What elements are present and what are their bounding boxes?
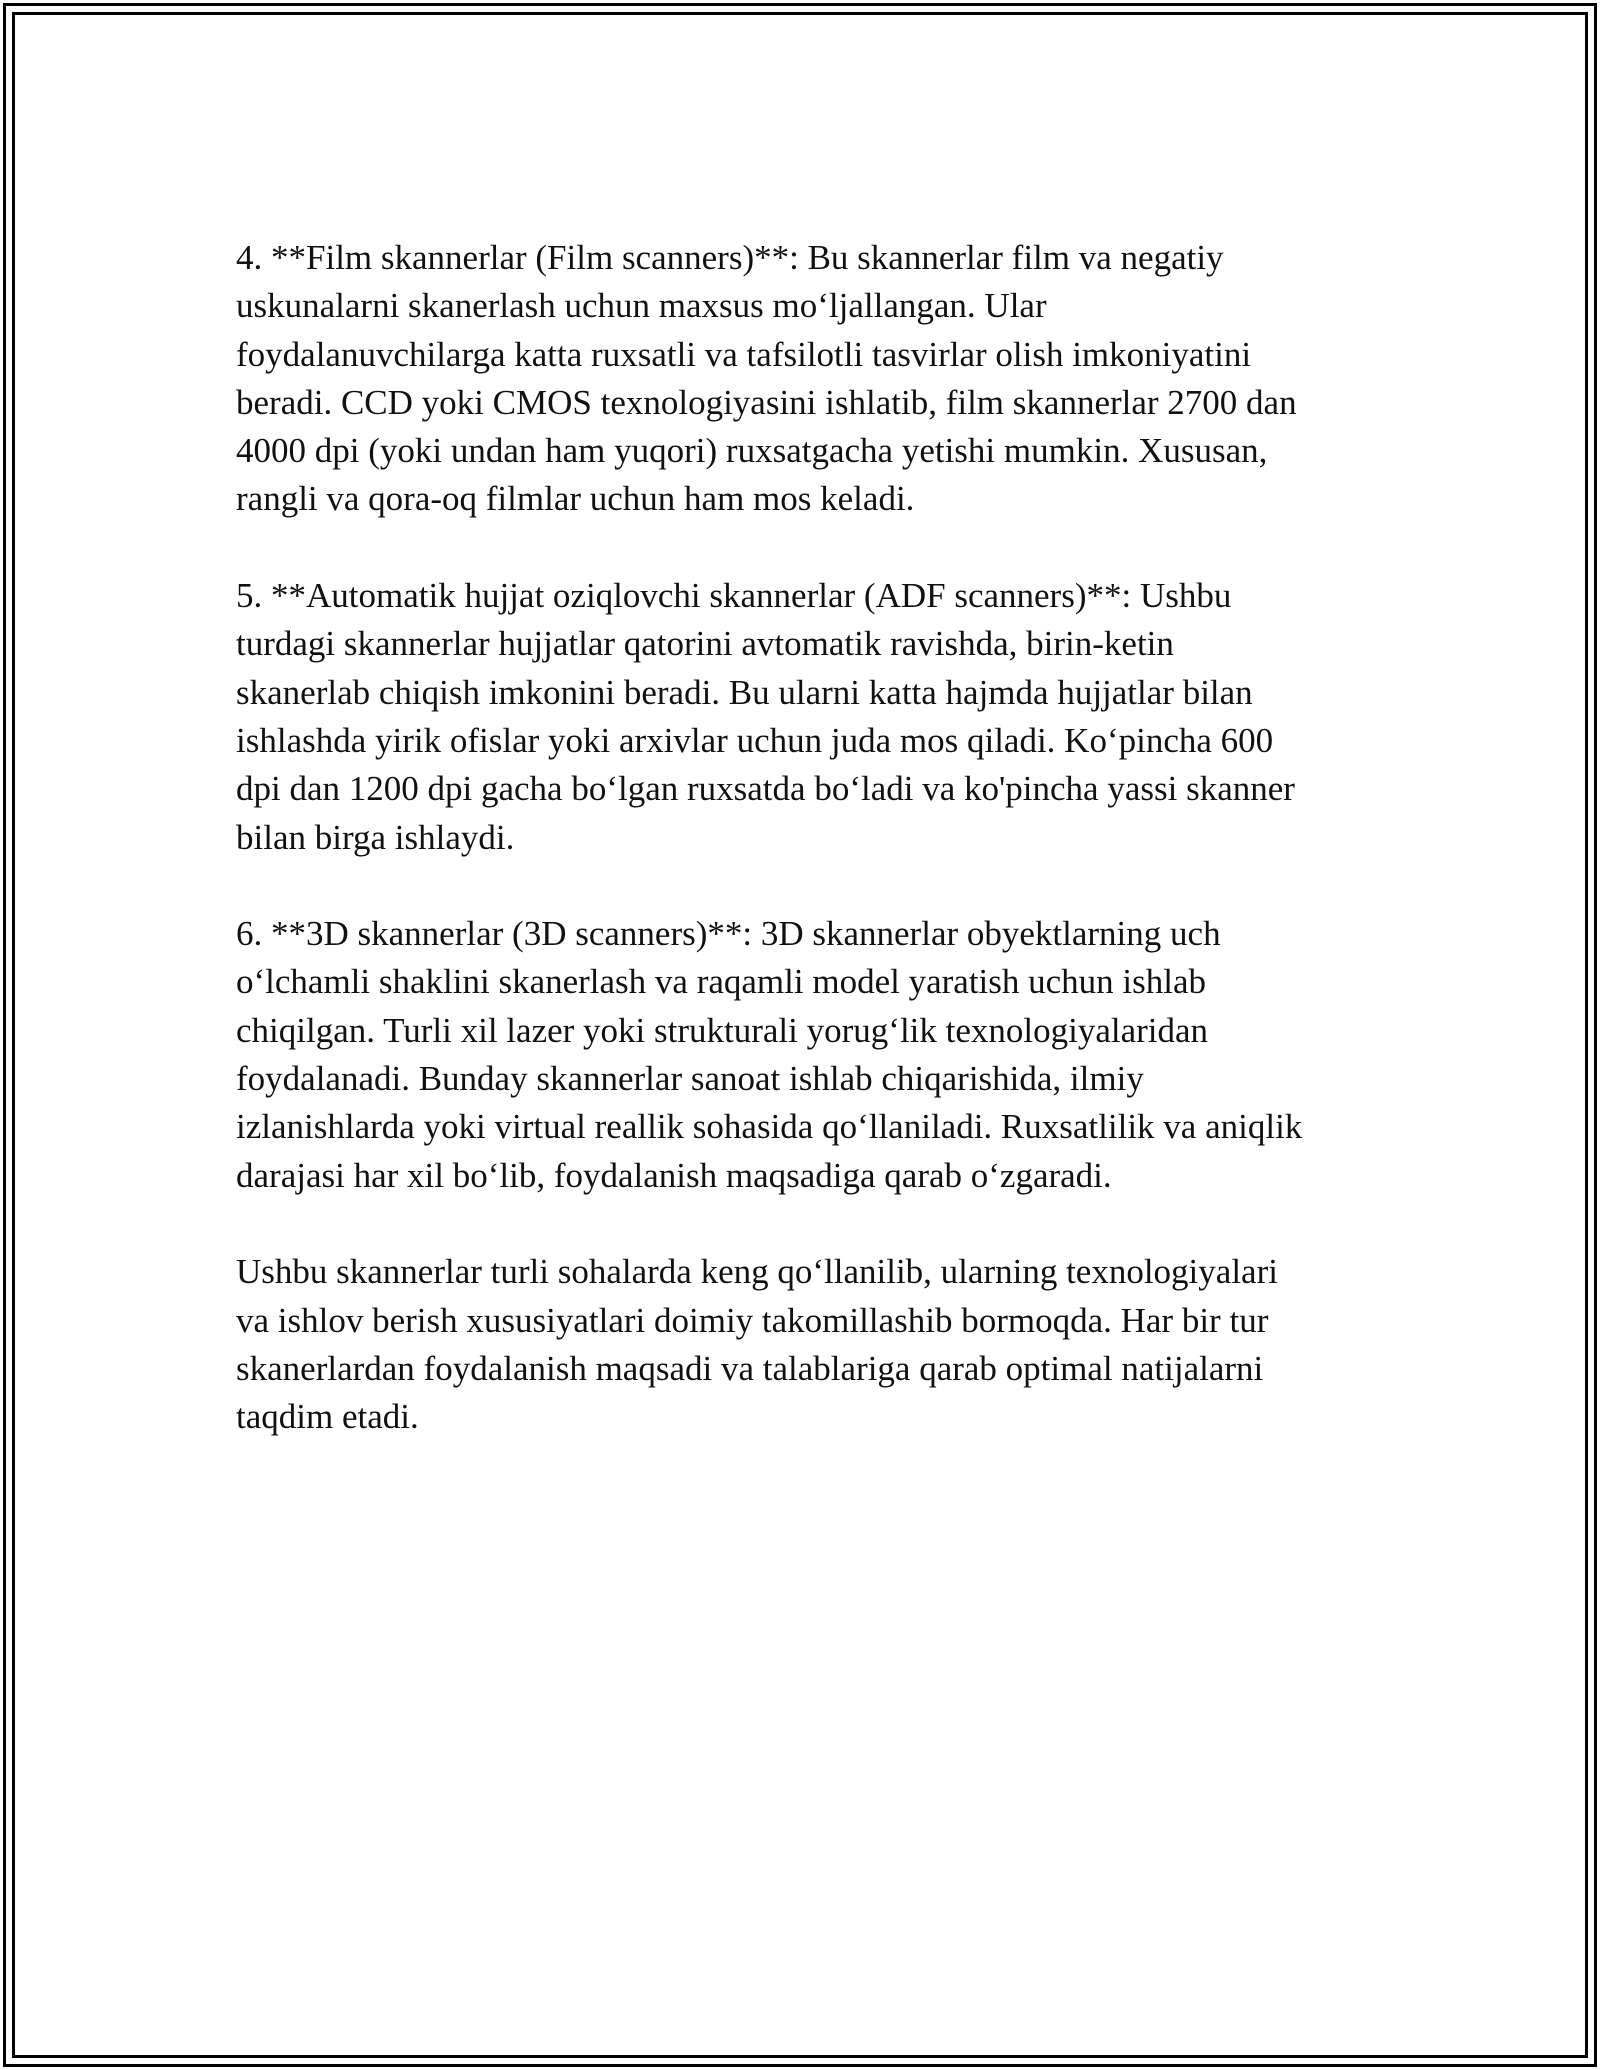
- document-body: [236, 234, 1366, 1490]
- text-line: izlanishlarda yoki virtual reallik sohasida qo‘llaniladi. Ruxsatlilik va aniqlik: [236, 1107, 1303, 1147]
- text-line: 6. **3D skannerlar (3D scanners)**: 3D skannerlar obyektlarning uch: [236, 914, 1221, 954]
- text-line: Ushbu skannerlar turli sohalarda keng qo‘llanilib, ularning texnologiyalari: [236, 1252, 1278, 1292]
- text-line: uskunalarni skanerlash uchun maxsus mo‘ljallangan. Ular: [236, 286, 1047, 326]
- text-line: bilan birga ishlaydi.: [236, 817, 515, 857]
- text-line: skanerlardan foydalanish maqsadi va talablariga qarab optimal natijalarni: [236, 1348, 1264, 1388]
- text-line: va ishlov berish xususiyatlari doimiy takomillashib bormoqda. Har bir tur: [236, 1300, 1269, 1340]
- paragraph-3d-scanners: [236, 910, 1366, 1200]
- text-line: chiqilgan. Turli xil lazer yoki strukturali yorug‘lik texnologiyalaridan: [236, 1010, 1209, 1050]
- text-line: 4000 dpi (yoki undan ham yuqori) ruxsatgacha yetishi mumkin. Xususan,: [236, 431, 1268, 471]
- text-line: foydalanadi. Bunday skannerlar sanoat ishlab chiqarishida, ilmiy: [236, 1059, 1144, 1099]
- text-line: skanerlab chiqish imkonini beradi. Bu ularni katta hajmda hujjatlar bilan: [236, 672, 1253, 712]
- text-line: dpi dan 1200 dpi gacha bo‘lgan ruxsatda bo‘ladi va ko'pincha yassi skanner: [236, 769, 1295, 809]
- paragraph-film-scanners: [236, 234, 1366, 524]
- text-line: darajasi har xil bo‘lib, foydalanish maqsadiga qarab o‘zgaradi.: [236, 1155, 1112, 1195]
- text-line: ishlashda yirik ofislar yoki arxivlar uchun juda mos qiladi. Ko‘pincha 600: [236, 720, 1274, 760]
- text-line: 4. **Film skannerlar (Film scanners)**: Bu skannerlar film va negatiy: [236, 238, 1224, 277]
- text-line: taqdim etadi.: [236, 1397, 419, 1437]
- paragraph-adf-scanners: [236, 572, 1366, 862]
- text-line: foydalanuvchilarga katta ruxsatli va tafsilotli tasvirlar olish imkoniyatini: [236, 334, 1252, 374]
- paragraph-conclusion: [236, 1248, 1366, 1441]
- text-line: rangli va qora-oq filmlar uchun ham mos keladi.: [236, 479, 915, 519]
- text-line: o‘lchamli shaklini skanerlash va raqamli model yaratish uchun ishlab: [236, 962, 1207, 1002]
- text-line: 5. **Automatik hujjat oziqlovchi skannerlar (ADF scanners)**: Ushbu: [236, 576, 1232, 616]
- text-line: turdagi skannerlar hujjatlar qatorini avtomatik ravishda, birin-ketin: [236, 624, 1174, 664]
- text-line: beradi. CCD yoki CMOS texnologiyasini ishlatib, film skannerlar 2700 dan: [236, 382, 1297, 422]
